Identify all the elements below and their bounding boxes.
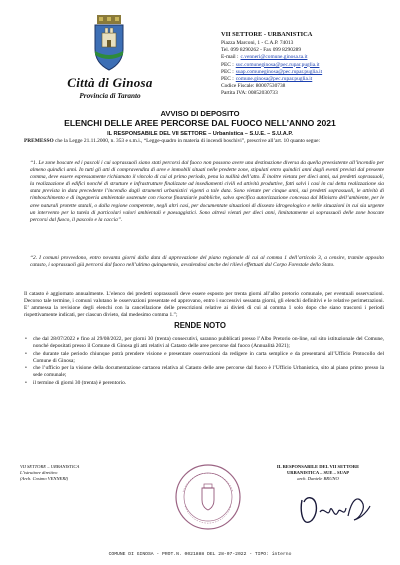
list-item: • che dal 28/07/2022 e fino al 29/08/2022, per giorni 30 (trenta) consecutivi, saranno pubblicati presso l’Albo Pretorio on-line, sul sito istituzionale del Comune, nonché depositati presso il Comune di Ginosa gli atti relativi al Catasto delle aree percorse dal fuoco (Annualità 2021); — [24, 336, 384, 350]
rende-noto-heading: RENDE NOTO — [174, 321, 226, 330]
pec3-label: PEC : — [221, 76, 234, 83]
responsible-heading: IL RESPONSABILE DEL VII SETTORE – Urbanistica – S.U.E. – S.U.A.P. — [107, 131, 293, 137]
pec1-label: PEC : — [221, 61, 234, 68]
office-email-line — [221, 54, 396, 61]
law-quote-1: “1. Le zone boscate ed i pascoli i cui soprassuoli siano stati percorsi dal fuoco non possono avere una destinazione diversa da quella preesistente all’incendio per almeno quindici anni. In tutti gli atti di compravendita di aree e immobili situati nelle predette zone, stipulati entro quindici anni dagli eventi previsti dal presente comma, deve essere espressamente richiamato il vincolo di cui al primo periodo, pena la nullità dell’atto. È inoltre vietata per dieci anni, sui predetti soprassuoli, la realizzazione di edifici nonché di strutture e infrastrutture finalizzate ad insediamenti civili ed attività produttive, fatti salvi i casi in cui detta realizzazione sia stata prevista in data precedente l’incendio dagli strumenti urbanistici vigenti a tale data. Sono vietate per cinque anni, sui predetti soprassuoli, le attività di rimboschimento e di ingegneria ambientale sostenute con risorse finanziarie pubbliche, salvo specifica autorizzazione concessa dal Ministro dell’ambiente, per le aree naturali protette statali, o dalla regione competente, negli altri casi, per documentate situazioni di dissesto idrogeologico e nelle situazioni in cui sia urgente un intervento per la tutela di particolari valori ambientali e paesaggistici. Sono altresì vietati per dieci anni, limitatamente ai soprassuoli delle zone boscate percorsi dal fuoco, il pascolo e la caccia”. — [30, 160, 384, 223]
premise-paragraph — [24, 138, 384, 145]
partita-iva: Partita IVA: 00852030733 — [221, 90, 278, 97]
list-item: • che durante tale periodo chiunque potrà prendere visione e presentare osservazioni da redigere in carta semplice e da presentarsi all’Ufficio Protocollo del Comune di Ginosa; — [24, 351, 384, 365]
list-item: • che l’ufficio per la visione della documentazione cartacea relativa al Catasto delle aree percorse dal fuoco è l’Ufficio Urbanistica, sito al piano primo presso la sede comunale; — [24, 365, 384, 379]
notice-bullets — [24, 336, 384, 388]
notice-subtitle: ELENCHI DELLE AREE PERCORSE DAL FUOCO NELL’ANNO 2021 — [64, 118, 336, 128]
protocol-footer: COMUNE DI GINOSA - PROT.N. 0021888 DEL 28-07-2022 - TIPO: interno — [108, 552, 292, 557]
left-signature-block — [20, 464, 130, 482]
city-name: Città di Ginosa — [67, 75, 153, 90]
catasto-paragraph: Il catasto è aggiornato annualmente. L’elenco dei predetti soprassuoli deve essere esposto per trenta giorni all’albo pretorio comunale, per eventuali osservazioni. Decorso tale termine, i comuni valutano le osservazioni presentate ed approvano, entro i successivi sessanta giorni, gli elenchi definitivi e le relative perimetrazioni. E’ ammessa la revisione degli elenchi con la cancellazione delle prescrizioni relative ai divieti di cui al comma 1 solo dopo che siano trascorsi i periodi rispettivamente indicati, per ciascun divieto, dal medesimo comma 1.”; — [24, 291, 384, 319]
left-office: VII SETTORE – URBANISTICA — [20, 464, 80, 469]
premise-lead: PREMESSO — [24, 138, 54, 144]
right-signature-block — [248, 464, 388, 482]
office-pec2-line — [221, 69, 396, 76]
office-pec1-line — [221, 62, 396, 69]
notice-titles — [20, 109, 380, 138]
notice-title: AVVISO DI DEPOSITO — [160, 109, 240, 118]
handwritten-signature-icon — [296, 492, 372, 526]
office-address: Piazza Marconi, 1 - C.A.P. 74013 — [221, 40, 294, 46]
pec3-link[interactable]: comune.ginosa@pec.rupar.puglia.it — [235, 76, 313, 83]
right-office: URBANISTICA – SUE – SUAP — [286, 470, 350, 475]
office-phones: Tel. 099 8290262 - Fax 099 8290289 — [221, 47, 302, 54]
pec2-link[interactable]: suap.comuneginosa@pec.rupar.puglia.it — [235, 68, 323, 75]
left-role: L’istruttore direttivo — [20, 470, 58, 475]
codice-fiscale: Codice Fiscale: 80007530738 — [221, 83, 286, 90]
coat-of-arms-icon — [92, 15, 126, 71]
pec1-link[interactable]: suc.comuneginosa@pec.rupar.puglia.it — [235, 61, 320, 68]
office-title: VII SETTORE - URBANISTICA — [221, 31, 313, 38]
province-name: Provincia di Taranto — [79, 92, 141, 100]
email-link[interactable]: c.venneri@comune.ginosa.ta.it — [240, 54, 308, 61]
email-label: E-mail : — [221, 54, 239, 61]
law-quote-2: “2. I comuni provvedono, entro novanta giorni dalla data di approvazione del piano regionale di cui al comma 1 dell’articolo 3, a censire, tramite apposito catasto, i soprassuoli già percorsi dal fuoco nell’ultimo quinquennio, avvalendosi anche dei rilievi effettuati dal Corpo Forestale dello Stato. — [30, 255, 384, 269]
pec2-label: PEC : — [221, 68, 234, 75]
premise-text: che la Legge 21.11.2000, n. 353 e s.m.i., “Legge-quadro in materia di incendi boschivi”, prescrive all’art. 10 quanto segue: — [53, 138, 321, 144]
right-role: IL RESPONSABILE DEL VII SETTORE — [276, 464, 360, 469]
office-contact-block — [221, 31, 396, 98]
left-name: (Arch. Cosimo VENNERI) — [20, 476, 69, 481]
official-stamp-icon — [173, 462, 243, 532]
list-item: • il termine di giorni 30 (trenta) è perentorio. — [24, 380, 384, 387]
right-name: arch. Daniele BRUNO — [297, 476, 339, 481]
office-pec3-line — [221, 76, 396, 83]
